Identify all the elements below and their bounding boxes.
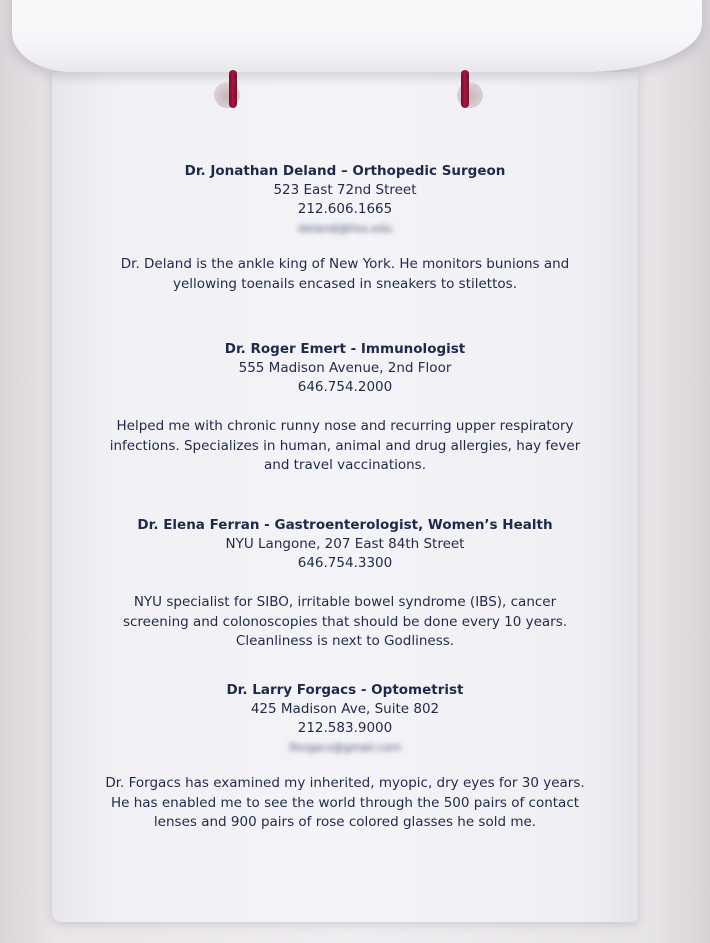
description-line: and travel vaccinations. <box>263 457 426 473</box>
doctor-name: Dr. Larry Forgacs - Optometrist <box>226 682 464 698</box>
doctor-name: Dr. Roger Emert - Immunologist <box>224 341 466 357</box>
description-line: lenses and 900 pairs of rose colored glasses he sold me. <box>153 814 537 830</box>
doctor-email-blurred: lforgacs@gmail.com <box>288 741 402 754</box>
doctor-description <box>52 255 638 294</box>
description-line: Dr. Deland is the ankle king of New York. He monitors bunions and <box>120 256 570 272</box>
doctor-address: 555 Madison Avenue, 2nd Floor <box>238 360 452 376</box>
doctor-phone: 646.754.3300 <box>297 555 393 571</box>
binding-ring-right <box>461 70 469 108</box>
doctor-description <box>52 774 638 833</box>
description-line: Dr. Forgacs has examined my inherited, myopic, dry eyes for 30 years. <box>105 775 585 791</box>
doctor-description <box>52 417 638 476</box>
doctor-entry-emert <box>52 340 638 476</box>
doctor-entry-forgacs <box>52 681 638 833</box>
description-line: screening and colonoscopies that should be done every 10 years. <box>122 613 568 630</box>
doctor-phone: 212.583.9000 <box>297 720 393 736</box>
doctor-phone: 646.754.2000 <box>297 379 393 395</box>
doctor-address: 425 Madison Ave, Suite 802 <box>250 701 440 717</box>
doctor-phone: 212.606.1665 <box>297 201 393 217</box>
description-line: He has enabled me to see the world through the 500 pairs of contact <box>110 794 580 811</box>
doctor-address: NYU Langone, 207 East 84th Street <box>225 536 465 552</box>
description-line: NYU specialist for SIBO, irritable bowel syndrome (IBS), cancer <box>133 594 557 610</box>
description-line: Helped me with chronic runny nose and recurring upper respiratory <box>116 418 574 434</box>
doctor-email-blurred: delandj@hss.edu <box>297 222 393 235</box>
doctor-entry-deland <box>52 162 638 294</box>
doctor-entry-ferran <box>52 516 638 652</box>
previous-page-curl <box>12 0 702 72</box>
description-line: yellowing toenails encased in sneakers to stilettos. <box>173 275 517 292</box>
binding-ring-left <box>229 70 237 108</box>
description-line: infections. Specializes in human, animal and drug allergies, hay fever <box>109 437 581 454</box>
doctor-description <box>52 593 638 652</box>
doctor-name: Dr. Jonathan Deland – Orthopedic Surgeon <box>184 163 506 179</box>
doctor-address: 523 East 72nd Street <box>273 182 417 198</box>
description-line: Cleanliness is next to Godliness. <box>235 633 455 649</box>
doctor-name: Dr. Elena Ferran - Gastroenterologist, Women’s Health <box>137 517 553 533</box>
